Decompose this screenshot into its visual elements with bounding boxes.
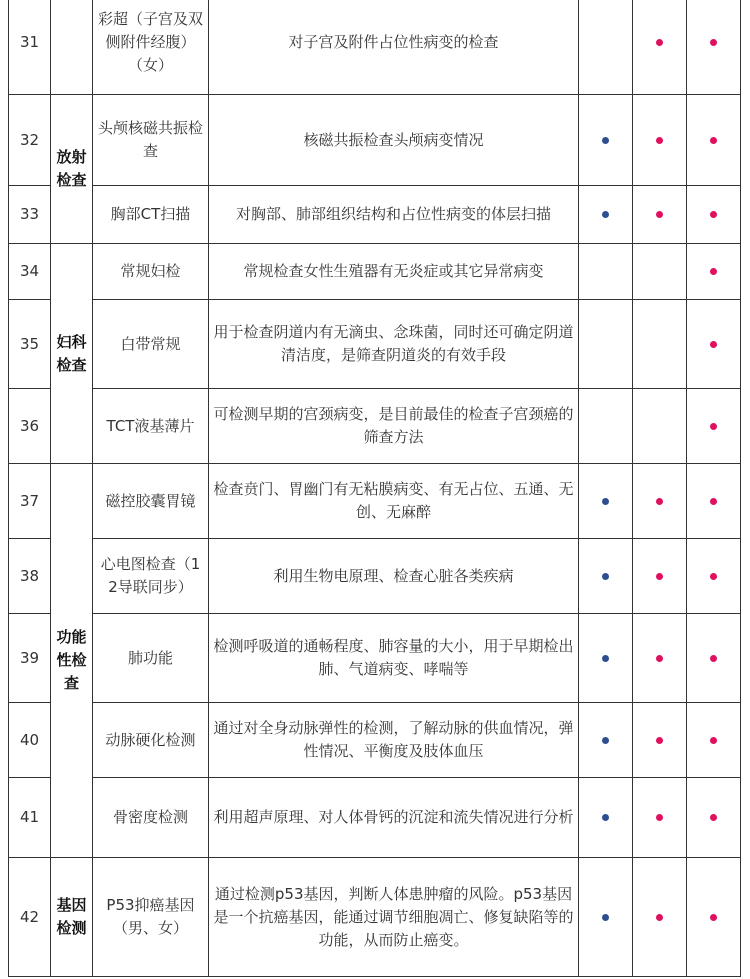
item-description: 通过对全身动脉弹性的检测，了解动脉的供血情况，弹性情况、平衡度及肢体血压 — [209, 703, 579, 778]
table-row — [9, 389, 741, 464]
mark-cell-3 — [687, 186, 741, 244]
mark-cell-1 — [579, 614, 633, 703]
row-number: 39 — [9, 614, 51, 703]
blue-dot-icon — [602, 655, 609, 662]
blue-dot-icon — [602, 137, 609, 144]
item-name: 彩超（子宫及双侧附件经腹）（女） — [93, 0, 209, 95]
pink-dot-icon — [656, 137, 663, 144]
mark-cell-2 — [633, 300, 687, 389]
pink-dot-icon — [656, 211, 663, 218]
mark-cell-3 — [687, 389, 741, 464]
item-name: 常规妇检 — [93, 244, 209, 300]
item-name: 肺功能 — [93, 614, 209, 703]
mark-cell-1 — [579, 778, 633, 858]
row-number: 34 — [9, 244, 51, 300]
table-row — [9, 858, 741, 977]
table-row — [9, 614, 741, 703]
mark-cell-1 — [579, 95, 633, 186]
pink-dot-icon — [656, 498, 663, 505]
table-row — [9, 703, 741, 778]
pink-dot-icon — [710, 655, 717, 662]
mark-cell-2 — [633, 703, 687, 778]
row-number: 38 — [9, 539, 51, 614]
item-description: 常规检查女性生殖器有无炎症或其它异常病变 — [209, 244, 579, 300]
category-cell-empty — [51, 0, 93, 95]
item-name: 动脉硬化检测 — [93, 703, 209, 778]
item-name: P53抑癌基因（男、女） — [93, 858, 209, 977]
row-number: 37 — [9, 464, 51, 539]
mark-cell-2 — [633, 244, 687, 300]
item-description: 可检测早期的宫颈病变，是目前最佳的检查子宫颈癌的筛查方法 — [209, 389, 579, 464]
table-row — [9, 0, 741, 95]
item-description: 检查贲门、胃幽门有无粘膜病变、有无占位、五通、无创、无麻醉 — [209, 464, 579, 539]
item-description: 利用生物电原理、检查心脏各类疾病 — [209, 539, 579, 614]
pink-dot-icon — [710, 814, 717, 821]
mark-cell-1 — [579, 244, 633, 300]
item-description: 利用超声原理、对人体骨钙的沉淀和流失情况进行分析 — [209, 778, 579, 858]
blue-dot-icon — [602, 498, 609, 505]
category-functional: 功能性检查 — [51, 464, 93, 858]
item-description: 对胸部、肺部组织结构和占位性病变的体层扫描 — [209, 186, 579, 244]
table-row — [9, 186, 741, 244]
category-gene: 基因检测 — [51, 858, 93, 977]
mark-cell-3 — [687, 703, 741, 778]
mark-cell-2 — [633, 464, 687, 539]
pink-dot-icon — [710, 498, 717, 505]
blue-dot-icon — [602, 211, 609, 218]
mark-cell-3 — [687, 95, 741, 186]
row-number: 33 — [9, 186, 51, 244]
mark-cell-1 — [579, 389, 633, 464]
blue-dot-icon — [602, 737, 609, 744]
table-row — [9, 778, 741, 858]
item-description: 检测呼吸道的通畅程度、肺容量的大小，用于早期检出肺、气道病变、哮喘等 — [209, 614, 579, 703]
mark-cell-1 — [579, 300, 633, 389]
item-name: 头颅核磁共振检查 — [93, 95, 209, 186]
table-row — [9, 95, 741, 186]
pink-dot-icon — [710, 914, 717, 921]
mark-cell-3 — [687, 244, 741, 300]
row-number: 36 — [9, 389, 51, 464]
row-number: 40 — [9, 703, 51, 778]
category-radiology: 放射检查 — [51, 95, 93, 244]
pink-dot-icon — [710, 137, 717, 144]
pink-dot-icon — [656, 737, 663, 744]
table-row — [9, 300, 741, 389]
pink-dot-icon — [656, 814, 663, 821]
table-row — [9, 539, 741, 614]
row-number: 32 — [9, 95, 51, 186]
item-name: 骨密度检测 — [93, 778, 209, 858]
checkup-items-table — [8, 0, 741, 977]
item-description: 通过检测p53基因，判断人体患肿瘤的风险。p53基因是一个抗癌基因，能通过调节细胞凋亡、修复缺陷等的功能，从而防止癌变。 — [209, 858, 579, 977]
item-description: 对子宫及附件占位性病变的检查 — [209, 0, 579, 95]
item-name: TCT液基薄片 — [93, 389, 209, 464]
mark-cell-2 — [633, 0, 687, 95]
category-gynecology: 妇科检查 — [51, 244, 93, 464]
mark-cell-2 — [633, 778, 687, 858]
item-name: 胸部CT扫描 — [93, 186, 209, 244]
pink-dot-icon — [710, 423, 717, 430]
mark-cell-3 — [687, 778, 741, 858]
blue-dot-icon — [602, 573, 609, 580]
mark-cell-1 — [579, 858, 633, 977]
pink-dot-icon — [710, 737, 717, 744]
mark-cell-3 — [687, 464, 741, 539]
row-number: 42 — [9, 858, 51, 977]
row-number: 35 — [9, 300, 51, 389]
pink-dot-icon — [710, 341, 717, 348]
mark-cell-3 — [687, 0, 741, 95]
mark-cell-1 — [579, 539, 633, 614]
row-number: 31 — [9, 0, 51, 95]
mark-cell-1 — [579, 464, 633, 539]
mark-cell-2 — [633, 539, 687, 614]
blue-dot-icon — [602, 914, 609, 921]
pink-dot-icon — [656, 573, 663, 580]
pink-dot-icon — [710, 39, 717, 46]
pink-dot-icon — [656, 655, 663, 662]
table-row — [9, 464, 741, 539]
item-name: 磁控胶囊胃镜 — [93, 464, 209, 539]
item-description: 用于检查阴道内有无滴虫、念珠菌，同时还可确定阴道清洁度，是筛查阴道炎的有效手段 — [209, 300, 579, 389]
pink-dot-icon — [656, 914, 663, 921]
mark-cell-3 — [687, 300, 741, 389]
pink-dot-icon — [710, 211, 717, 218]
item-description: 核磁共振检查头颅病变情况 — [209, 95, 579, 186]
item-name: 白带常规 — [93, 300, 209, 389]
row-number: 41 — [9, 778, 51, 858]
pink-dot-icon — [710, 268, 717, 275]
item-name: 心电图检查（12导联同步） — [93, 539, 209, 614]
mark-cell-3 — [687, 539, 741, 614]
mark-cell-2 — [633, 614, 687, 703]
mark-cell-2 — [633, 186, 687, 244]
mark-cell-2 — [633, 95, 687, 186]
pink-dot-icon — [710, 573, 717, 580]
mark-cell-2 — [633, 389, 687, 464]
pink-dot-icon — [656, 39, 663, 46]
mark-cell-3 — [687, 858, 741, 977]
blue-dot-icon — [602, 814, 609, 821]
mark-cell-3 — [687, 614, 741, 703]
table-row — [9, 244, 741, 300]
mark-cell-2 — [633, 858, 687, 977]
mark-cell-1 — [579, 0, 633, 95]
mark-cell-1 — [579, 186, 633, 244]
mark-cell-1 — [579, 703, 633, 778]
